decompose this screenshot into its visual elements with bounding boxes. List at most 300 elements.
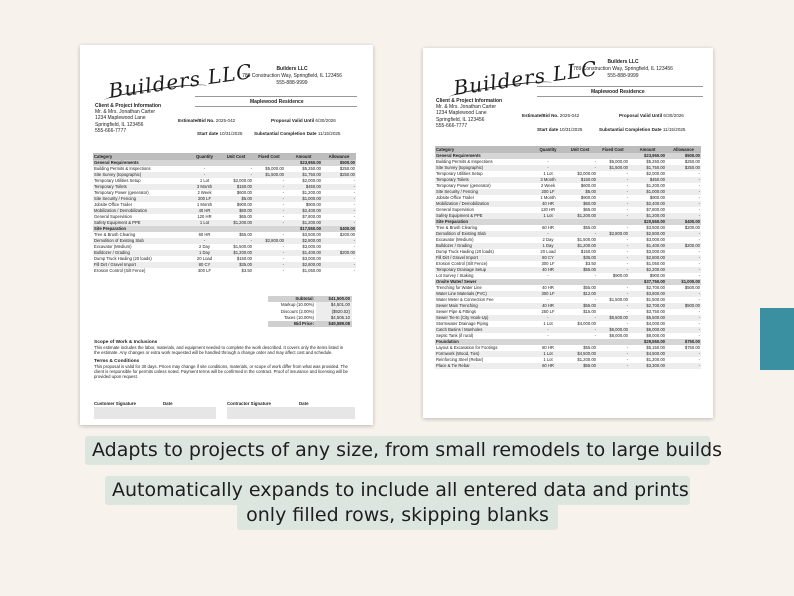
cell-w: - <box>698 297 700 302</box>
cell-c: Reinforcing Steel (Rebar) <box>436 357 484 362</box>
cell-q: - <box>547 333 549 338</box>
cell-f: $900.00 <box>612 273 628 278</box>
cell-a: $23,950.00 <box>629 153 666 159</box>
cell-f: $5,000.00 <box>609 159 628 164</box>
cell-u: $55.00 <box>583 345 596 350</box>
cell-c: Jobsite Office Trailer <box>436 195 475 200</box>
cell-a: $4,500.00 <box>629 351 666 357</box>
cell-w: - <box>353 256 355 261</box>
cell-w: - <box>666 255 701 261</box>
cell-f: - <box>626 195 628 200</box>
cell-c: Sewer Pipe & Fittings <box>436 309 477 314</box>
cell-f: - <box>597 213 629 219</box>
cell-f: $1,500.00 <box>597 165 629 171</box>
cell-c: Building Permits & Inspections <box>94 166 151 171</box>
cell-w: $1,000.00 <box>666 279 701 285</box>
cell-w: $200.00 <box>666 243 701 249</box>
cell-f: - <box>626 207 628 212</box>
cell-f: - <box>253 250 285 256</box>
cell-q: 60 HR <box>198 232 211 237</box>
cell-u: $1,200.00 <box>577 357 596 362</box>
cell-a: $1,050.00 <box>646 261 665 266</box>
cell-u: - <box>219 238 253 244</box>
cell-f: - <box>626 225 628 230</box>
cell-c: Safety Equipment & PPE <box>435 213 533 219</box>
cell-c: Sewer Tie-In (City Hook-Up) <box>435 315 533 321</box>
cell-a: $5,150.00 <box>646 345 665 350</box>
cell-a: $1,200.00 <box>629 213 666 219</box>
cell-c: Temporary Utilities Setup <box>436 171 483 176</box>
cell-f: - <box>597 243 629 249</box>
cell-q: 3 Month <box>190 184 219 190</box>
cell-c: Onsite Water/ Sewer <box>435 279 533 285</box>
completion-date: Substantial Completion Date 11/15/2025 <box>599 127 686 132</box>
cell-u: $150.00 <box>563 177 597 183</box>
cell-a: $2,000.00 <box>302 178 321 183</box>
cell-q: 20 Load <box>196 256 213 261</box>
col-category: Category <box>93 153 190 160</box>
table-header-row <box>93 153 356 160</box>
contractor-date-label: Date <box>299 401 309 406</box>
cell-q: 1 Month <box>196 202 213 207</box>
cell-a: $3,000.00 <box>302 256 321 261</box>
cell-c: Stormwater Drainage Piping <box>436 321 489 326</box>
cell-c: Place & Tie Rebar <box>435 363 533 369</box>
cell-f: - <box>626 345 628 350</box>
cell-u: $4,000.00 <box>577 321 596 326</box>
cell-c: Bulldozer / Grading <box>435 243 533 249</box>
cell-w: $250.00 <box>684 159 700 164</box>
terms-body: This proposal is valid for 30 days. Prices may change if site conditions, materials, or scope of work differ from what was provided. The client is responsible for permits unless noted. Payment terms will be confirmed in the contract. Proof of insurance and licensing will be provided upon request. <box>94 363 348 380</box>
cell-c: Lot Survey / Staking <box>436 273 474 278</box>
cell-w: - <box>698 261 700 266</box>
estimate-table <box>93 153 356 274</box>
cell-q: 120 HR <box>197 214 212 219</box>
col-unit-cost: Unit Cost <box>219 153 253 160</box>
cell-u: $55.00 <box>563 303 597 309</box>
cell-w: - <box>322 220 356 226</box>
cell-a: $3,000.00 <box>302 244 321 249</box>
contractor-signature-field[interactable] <box>227 407 355 419</box>
cell-a: $900.00 <box>305 202 321 207</box>
cell-a: $29,550.00 <box>629 339 666 345</box>
cell-a: $1,750.00 <box>629 165 666 171</box>
cell-q: - <box>190 238 219 244</box>
cell-w: $200.00 <box>339 232 355 237</box>
scope-body: This estimate includes the labor, materials, and equipment needed to complete the work described. It covers only the items listed in the estimate. Any changes or extra work requested will be handled through a change order and may affect cost and schedule. <box>94 345 344 356</box>
cell-q: 80 CY <box>190 262 219 268</box>
col-allowance: Allowance <box>322 153 356 160</box>
cell-q: - <box>547 297 549 302</box>
company-name: Builders LLC <box>607 59 639 65</box>
cell-f: - <box>597 201 629 207</box>
cell-a: $6,000.00 <box>629 327 666 333</box>
cell-f: - <box>282 178 284 183</box>
cell-f: - <box>253 208 285 214</box>
cell-u: $55.00 <box>583 285 596 290</box>
project-name: Maplewood Residence <box>250 99 304 105</box>
cell-f: $1,500.00 <box>609 297 628 302</box>
cell-u: $35.00 <box>219 262 253 268</box>
scope-title: Scope of Work & Inclusions <box>94 340 158 345</box>
cell-f: - <box>597 303 629 309</box>
cell-c: Water Line Materials (PVC) <box>435 291 533 297</box>
cell-a: $2,000.00 <box>646 171 665 176</box>
cell-f: - <box>597 177 629 183</box>
cell-f: - <box>626 249 628 254</box>
cell-f: - <box>626 261 628 266</box>
cell-c: Mobilization / Demobilization <box>435 201 533 207</box>
line-item-row <box>93 268 356 274</box>
totals-block <box>268 296 352 327</box>
cell-u: - <box>594 333 596 338</box>
client-phone: 555-666-7777 <box>436 122 468 129</box>
cell-f: - <box>626 237 628 242</box>
cell-c: Foundation <box>435 339 533 345</box>
cell-f: - <box>626 321 628 326</box>
cell-c: Fill Dirt / Gravel Import <box>93 262 190 268</box>
cell-u: $1,200.00 <box>219 250 253 256</box>
totals-value: ($920.02) <box>316 309 352 315</box>
cell-c: Tree & Brush Clearing <box>94 232 136 237</box>
cell-c: Safety Equipment & PPE <box>93 220 190 226</box>
cell-u: $1,200.00 <box>563 243 597 249</box>
caption-expand-line1: Automatically expands to include all entered data and prints <box>105 476 690 505</box>
cell-c: Erosion Control (Silt Fence) <box>94 268 146 273</box>
cell-q: 1 Lot <box>543 321 553 326</box>
cell-c: Site Preparation <box>93 226 190 232</box>
cell-u: $5.00 <box>219 196 253 202</box>
cell-u: $55.00 <box>583 225 596 230</box>
cell-w: $500.00 <box>322 160 356 166</box>
cell-a: $1,500.00 <box>646 297 665 302</box>
cell-w: - <box>698 309 700 314</box>
cell-q: 3 Month <box>533 177 563 183</box>
cell-c: Site Survey (topographic) <box>93 172 190 178</box>
cell-c: Excavator (Medium) <box>436 237 474 242</box>
client-heading: Client & Project Information <box>95 103 162 109</box>
cell-q: 1 Lot <box>533 351 563 357</box>
cell-f: - <box>282 190 284 195</box>
cell-q: 250 LF <box>541 309 555 314</box>
cell-a: $2,800.00 <box>629 231 666 237</box>
cell-f: $8,000.00 <box>609 333 628 338</box>
cell-u: $150.00 <box>580 249 596 254</box>
cell-w: $500.00 <box>666 153 701 159</box>
cell-a: $23,950.00 <box>285 160 322 166</box>
cell-u: - <box>219 172 253 178</box>
cell-w: - <box>666 315 701 321</box>
col-unit-cost: Unit Cost <box>563 146 597 153</box>
totals-label: Subtotal: <box>268 296 316 302</box>
cell-u: $2,000.00 <box>577 171 596 176</box>
completion-date: Substantial Completion Date 11/15/2025 <box>254 131 341 136</box>
cell-w: - <box>698 171 700 176</box>
cell-c: General Supervision <box>436 207 474 212</box>
cell-c: Site Security / Fencing <box>435 189 533 195</box>
cell-c: Temporary Power (generator) <box>436 183 491 188</box>
cell-q: 1 Lot <box>543 171 553 176</box>
cell-c: Site Preparation <box>435 219 533 225</box>
cell-u: $900.00 <box>580 195 596 200</box>
cell-q: - <box>533 165 563 171</box>
cell-c: Sewer Main Trenching <box>435 303 533 309</box>
cell-a: $3,000.00 <box>646 249 665 254</box>
cell-a: $1,200.00 <box>302 190 321 195</box>
cell-c: Tree & Brush Clearing <box>436 225 478 230</box>
start-date: Start date 10/31/2025 <box>537 127 583 132</box>
customer-signature-field[interactable] <box>94 407 216 419</box>
cell-a: $1,750.00 <box>285 172 322 178</box>
cell-a: $450.00 <box>629 177 666 183</box>
cell-f: - <box>626 309 628 314</box>
cell-f: - <box>253 196 285 202</box>
cell-w: $200.00 <box>322 250 356 256</box>
cell-q: - <box>533 327 563 333</box>
cell-q: 1 Lot <box>199 178 210 183</box>
cell-u: $150.00 <box>236 256 252 261</box>
cell-u: $1,200.00 <box>563 213 597 219</box>
cell-q: 40 HR <box>533 201 563 207</box>
cell-c: Demolition of Existing Slab <box>435 231 533 237</box>
cell-a: $900.00 <box>649 273 665 278</box>
cell-f: - <box>282 268 284 273</box>
col-fixed-cost: Fixed Cost <box>253 153 285 160</box>
cell-w: - <box>666 213 701 219</box>
cell-c: Temporary Toilets <box>435 177 533 183</box>
cell-w: - <box>353 244 355 249</box>
cell-f: - <box>597 363 629 369</box>
cell-a: $2,800.00 <box>629 255 666 261</box>
totals-value: $41,500.00 <box>316 296 352 302</box>
cell-a: $1,200.00 <box>646 183 665 188</box>
cell-w: - <box>322 184 356 190</box>
totals-label: Taxes (10.00%) <box>284 314 314 320</box>
totals-row <box>268 321 352 327</box>
cell-w: - <box>322 262 356 268</box>
cell-a: $3,750.00 <box>646 309 665 314</box>
col-allowance: Allowance <box>666 146 701 153</box>
cell-w: - <box>353 202 355 207</box>
cell-u: $1,200.00 <box>219 220 253 226</box>
cell-c: Excavator (Medium) <box>94 244 132 249</box>
col-amount: Amount <box>285 153 322 160</box>
cell-f: - <box>253 184 285 190</box>
cell-f: $5,000.00 <box>265 166 284 171</box>
estimate-table <box>435 146 701 369</box>
cell-w: - <box>666 267 701 273</box>
cell-a: $2,400.00 <box>285 208 322 214</box>
customer-date-label: Date <box>163 401 173 406</box>
cell-f: $5,500.00 <box>597 315 629 321</box>
cell-w: - <box>698 273 700 278</box>
cell-a: $1,400.00 <box>285 250 322 256</box>
cell-w: $500.00 <box>684 285 700 290</box>
cell-u: $3.50 <box>585 261 596 266</box>
cell-a: $7,800.00 <box>646 207 665 212</box>
cell-a: $3,600.00 <box>629 291 666 297</box>
cell-q: 300 LF <box>541 261 555 266</box>
cell-u: $15.00 <box>583 309 596 314</box>
cell-q: 40 HR <box>190 208 219 214</box>
cell-u: $12.00 <box>563 291 597 297</box>
cell-w: - <box>353 214 355 219</box>
client-street: 1234 Maplewood Lane <box>95 115 146 122</box>
company-address: 789 Construction Way, Springfield, IL 123456 <box>573 66 673 72</box>
cell-c: Mobilization / Demobilization <box>93 208 190 214</box>
cell-c: Demolition of Existing Slab <box>93 238 190 244</box>
client-info <box>436 98 502 129</box>
teal-accent-tab <box>760 308 794 370</box>
client-info <box>95 103 161 134</box>
cell-f: $6,000.00 <box>597 327 629 333</box>
cell-w: - <box>322 196 356 202</box>
company-address: 789 Construction Way, Springfield, IL 123456 <box>242 73 342 79</box>
cell-w: - <box>698 333 700 338</box>
cell-q: 1 Day <box>533 243 563 249</box>
cell-f: $2,800.00 <box>597 231 629 237</box>
bid-number: Estimate/Bid No. 2025-042 <box>522 113 580 118</box>
client-city: Springfield, IL 123456 <box>95 121 144 128</box>
col-fixed-cost: Fixed Cost <box>597 146 629 153</box>
cell-f: - <box>626 357 628 362</box>
cell-c: Erosion Control (Silt Fence) <box>436 261 488 266</box>
client-street: 1234 Maplewood Lane <box>436 110 487 117</box>
cell-a: $5,250.00 <box>646 159 665 164</box>
cell-w: - <box>698 183 700 188</box>
cell-a: $2,400.00 <box>629 201 666 207</box>
cell-c: Bulldozer / Grading <box>93 250 190 256</box>
client-heading: Client & Project Information <box>436 98 503 104</box>
cell-w: $400.00 <box>666 219 701 225</box>
cell-u: $5.00 <box>563 189 597 195</box>
cell-f: - <box>626 285 628 290</box>
cell-w: - <box>666 201 701 207</box>
cell-u: $150.00 <box>219 184 253 190</box>
cell-w: - <box>666 351 701 357</box>
cell-a: $1,050.00 <box>302 268 321 273</box>
cell-c: Temporary Toilets <box>93 184 190 190</box>
cell-w: - <box>666 231 701 237</box>
cell-q: - <box>547 159 549 164</box>
cell-u: $600.00 <box>236 190 252 195</box>
cell-q: 200 LF <box>190 196 219 202</box>
cell-a: $900.00 <box>649 195 665 200</box>
cell-q: 80 HR <box>542 345 554 350</box>
cell-w: $250.00 <box>339 166 355 171</box>
customer-signature-label: Customer Signature <box>94 401 136 406</box>
cell-u: - <box>594 273 596 278</box>
cell-a: $8,000.00 <box>646 333 665 338</box>
company-phone: 555-888-9999 <box>276 80 308 86</box>
cell-u: - <box>594 297 596 302</box>
cell-u: $1,500.00 <box>577 237 596 242</box>
cell-a: $20,550.00 <box>629 219 666 225</box>
cell-q: - <box>547 273 549 278</box>
totals-value: $4,506.10 <box>316 315 352 321</box>
cell-u: - <box>563 165 597 171</box>
cell-f: - <box>626 183 628 188</box>
cell-u: $2,000.00 <box>233 178 252 183</box>
col-quantity: Quantity <box>533 146 563 153</box>
cell-u: $65.00 <box>239 214 252 219</box>
cell-c: Trenching for Water Line <box>436 285 482 290</box>
cell-f: - <box>253 220 285 226</box>
start-date: Start date 10/31/2025 <box>197 131 243 136</box>
cell-a: $3,000.00 <box>646 237 665 242</box>
cell-f: - <box>282 256 284 261</box>
company-info <box>232 66 352 87</box>
cell-q: 40 HR <box>533 267 563 273</box>
cell-q: - <box>190 172 219 178</box>
cell-c: Jobsite Office Trailer <box>94 202 133 207</box>
cell-c: Formwork (Wood, Ties) <box>435 351 533 357</box>
cell-q: 200 LF <box>533 189 563 195</box>
builders-logo: Builders LLC <box>452 56 599 100</box>
cell-w: $750.00 <box>684 345 700 350</box>
cell-c: Dump Truck Hauling (20 loads) <box>94 256 152 261</box>
terms-title: Terms & Conditions <box>94 358 140 364</box>
caption-expand-line2: only filled rows, skipping blanks <box>237 501 558 530</box>
cell-a: $2,700.00 <box>646 285 665 290</box>
totals-label: Bid Price: <box>268 321 316 327</box>
cell-c: Site Survey (topographic) <box>435 165 533 171</box>
cell-u: $3.50 <box>241 268 252 273</box>
cell-a: $7,800.00 <box>302 214 321 219</box>
cell-q: 2 Week <box>197 190 212 195</box>
cell-f: - <box>282 202 284 207</box>
cell-a: $1,200.00 <box>646 357 665 362</box>
cell-a: $1,400.00 <box>629 243 666 249</box>
cell-c: Layout & Excavation for Footings <box>436 345 498 350</box>
cell-c: General Requirements <box>93 160 190 166</box>
cell-a: $3,500.00 <box>646 225 665 230</box>
header-rule <box>195 106 357 107</box>
cell-q: 1 Day <box>190 250 219 256</box>
cell-f: - <box>597 255 629 261</box>
cell-w: - <box>698 237 700 242</box>
cell-f: - <box>597 351 629 357</box>
totals-label: Markup (10.00%) <box>281 302 314 308</box>
cell-c: Building Permits & Inspections <box>436 159 493 164</box>
cell-a: $5,500.00 <box>629 315 666 321</box>
cell-u: $55.00 <box>563 363 597 369</box>
header-rule <box>537 86 703 87</box>
cell-q: 1 Month <box>540 195 556 200</box>
cell-w: $500.00 <box>666 303 701 309</box>
company-info <box>563 59 683 80</box>
cell-w: $400.00 <box>322 226 356 232</box>
cell-u: - <box>250 166 252 171</box>
cell-f: - <box>597 267 629 273</box>
cell-f: - <box>282 214 284 219</box>
cell-f: $2,800.00 <box>253 238 285 244</box>
cell-a: $37,750.00 <box>629 279 666 285</box>
cell-q: 1 Lot <box>543 357 553 362</box>
cell-q: 1 Lot <box>533 213 563 219</box>
cell-w: $750.00 <box>666 339 701 345</box>
cell-a: $450.00 <box>285 184 322 190</box>
col-category: Category <box>435 146 533 153</box>
scope-section <box>94 337 349 379</box>
cell-a: $1,200.00 <box>285 220 322 226</box>
cell-f: - <box>597 189 629 195</box>
cell-w: - <box>698 321 700 326</box>
cell-c: Catch Basins / Manholes <box>435 327 533 333</box>
cell-f: - <box>626 171 628 176</box>
cell-w: - <box>353 190 355 195</box>
caption-size: Adapts to projects of any size, from small remodels to large builds <box>85 436 710 465</box>
